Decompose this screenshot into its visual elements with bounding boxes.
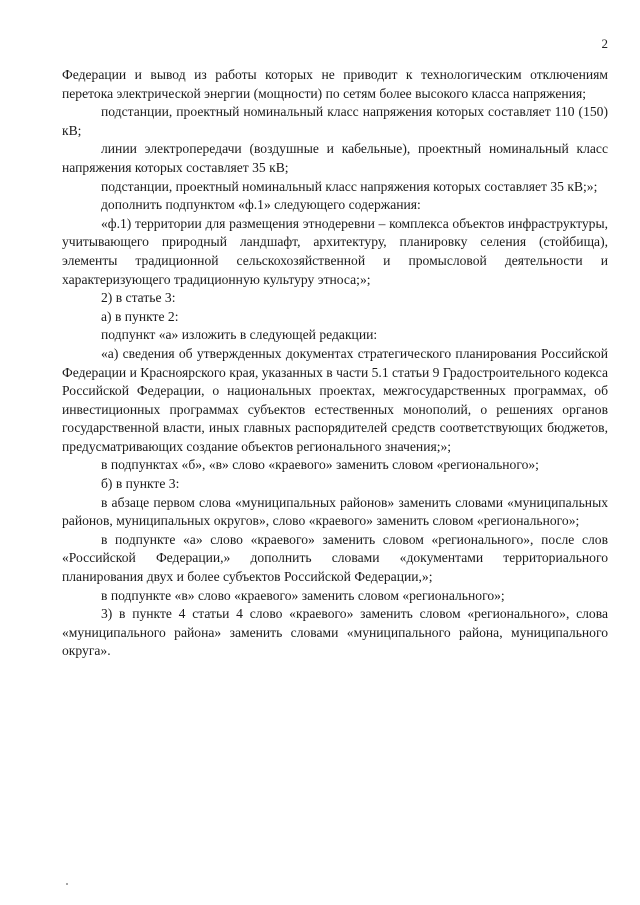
paragraph: а) в пункте 2:: [101, 308, 179, 324]
paragraph: в абзаце первом слова «муниципальных районов» заменить словами «муниципальных районов, муниципальных округов», слово «краевого» заменить словом «регионального»;: [62, 494, 608, 529]
paragraph: подстанции, проектный номинальный класс напряжения которых составляет 110 (150) кВ;: [62, 104, 608, 138]
paragraph: в подпункте «в» слово «краевого» заменить словом «регионального»;: [101, 587, 505, 603]
paragraph: б) в пункте 3:: [101, 476, 180, 492]
paragraph: подпункт «а» изложить в следующей редакции:: [101, 327, 378, 343]
paragraph: в подпункте «а» слово «краевого» заменить словом «регионального», после слов «Российской Федерации,» дополнить словами «документами территориального планирования двух и более субъектов Российской Федерации,»;: [62, 531, 608, 585]
paragraph: подстанции, проектный номинальный класс напряжения которых составляет 35 кВ;»;: [101, 178, 598, 194]
paragraph: в подпунктах «б», «в» слово «краевого» заменить словом «регионального»;: [101, 457, 539, 473]
document-body: [62, 66, 608, 661]
page-number: 2: [601, 36, 608, 51]
paragraph: 2) в статье 3:: [101, 290, 176, 306]
paragraph: «ф.1) территории для размещения этнодеревни – комплекса объектов инфраструктуры, учитывающего природный ландшафт, архитектуру, планировку селения (стойбища), элементы традиционной сельскохозяйственной и промысловой деятельности и характеризующего традиционную культуру этноса;»;: [62, 215, 608, 287]
paragraph: Федерации и вывод из работы которых не приводит к технологическим отключениям перетока электрической энергии (мощности) по сетям более высокого класса напряжения;: [62, 67, 608, 101]
paragraph: дополнить подпунктом «ф.1» следующего содержания:: [101, 197, 421, 213]
paragraph: 3) в пункте 4 статьи 4 слово «краевого» заменить словом «регионального», слова «муниципального района» заменить словами «муниципального района, муниципального округа».: [62, 606, 608, 659]
scan-speck: [66, 883, 68, 885]
paragraph: «а) сведения об утвержденных документах стратегического планирования Российской Федерации и Красноярского края, указанных в части 5.1 статьи 9 Градостроительного кодекса Российской Федерации, о национальных проектах, межгосударственных программах, об инвестиционных программах субъектов естественных монополий, о решениях органов государственной власти, иных главных распорядителей средств соответствующих бюджетов, предусматривающих создание объектов регионального значения;»;: [62, 345, 608, 454]
paragraph: линии электропередачи (воздушные и кабельные), проектный номинальный класс напряжения которых составляет 35 кВ;: [62, 141, 608, 175]
